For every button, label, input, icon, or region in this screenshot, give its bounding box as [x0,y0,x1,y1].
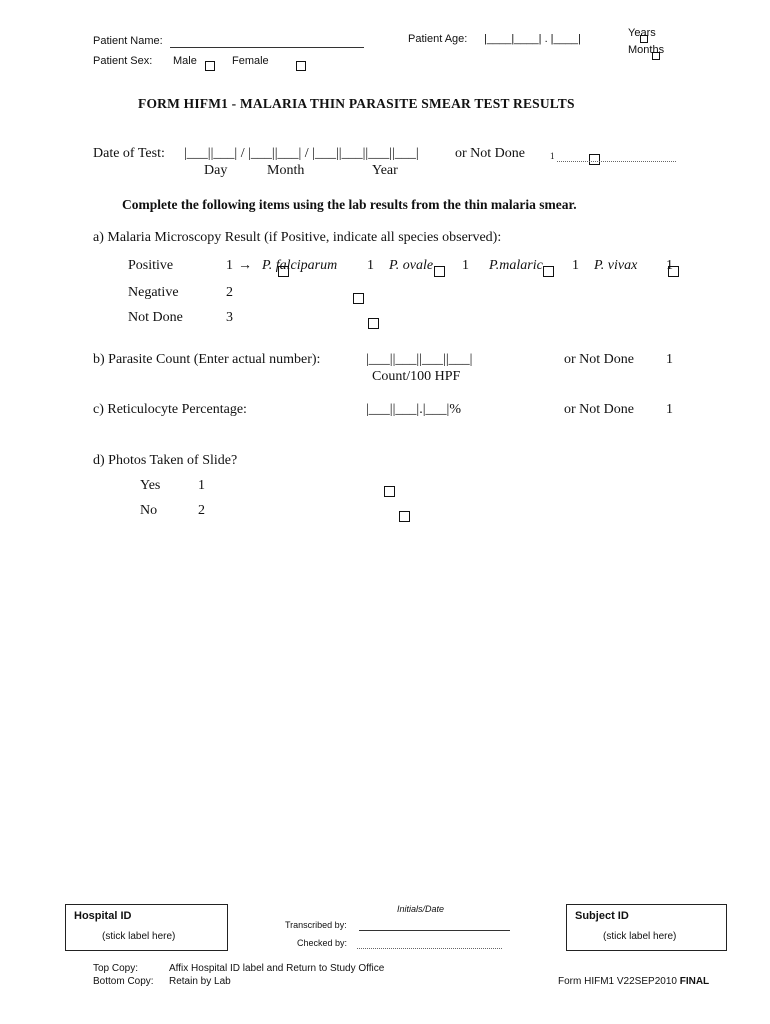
date-not-done-reason-field[interactable] [557,151,676,162]
section-d-question: d) Photos Taken of Slide? [93,453,238,468]
bottom-copy-text: Retain by Lab [169,976,231,987]
hospital-id-box[interactable] [65,904,228,951]
patient-age-field[interactable]: |____|____| . |____| [484,33,581,45]
arrow-icon: → [238,258,252,273]
initials-date-label: Initials/Date [397,904,445,914]
month-label: Month [267,163,305,178]
species-falciparum-label: P. falciparum [262,258,338,273]
section-c-question: c) Reticulocyte Percentage: [93,402,247,417]
reticulocyte-not-done-label: or Not Done [564,402,634,417]
date-of-test-label: Date of Test: [93,146,165,161]
parasite-count-not-done-label: or Not Done [564,352,634,367]
male-checkbox[interactable] [205,61,215,71]
patient-name-label: Patient Name: [93,35,163,47]
reticulocyte-not-done-code: 1 [666,402,673,417]
species-vivax-code: 1 [666,258,673,273]
year-label: Year [372,163,398,178]
form-version-text: Form HIFM1 V22SEP2010 [558,976,677,987]
photos-yes-code: 1 [198,478,205,493]
patient-name-field[interactable] [170,36,364,48]
reticulocyte-field[interactable]: |___||___|.|___|% [366,402,461,417]
not-done-code: 3 [226,310,233,325]
species-ovale-checkbox[interactable] [543,266,554,277]
date-not-done-code: 1 [550,151,555,161]
not-done-checkbox[interactable] [368,318,379,329]
date-of-test-field[interactable]: |___||___| / |___||___| / |___||___||___||___| [184,146,419,161]
form-version [558,976,709,987]
not-done-label: Not Done [128,310,183,325]
patient-age-label: Patient Age: [408,33,468,45]
photos-no-label: No [140,503,158,518]
checked-by-label: Checked by: [297,938,348,948]
negative-label: Negative [128,285,179,300]
positive-label: Positive [128,258,174,273]
species-ovale-label: P. ovale [389,258,434,273]
hospital-id-title: Hospital ID [74,910,132,922]
transcribed-by-field[interactable] [359,920,510,931]
transcribed-by-label: Transcribed by: [285,920,347,930]
section-a-question: a) Malaria Microscopy Result (if Positive, indicate all species observed): [93,230,502,245]
checked-by-field[interactable] [357,938,502,949]
top-copy-text: Affix Hospital ID label and Return to Study Office [169,963,385,974]
parasite-count-not-done-code: 1 [666,352,673,367]
years-label: Years [628,27,656,39]
instruction-text: Complete the following items using the lab results from the thin malaria smear. [122,197,577,212]
species-malaric-label: P.malaric [489,258,543,273]
hospital-id-hint: (stick label here) [102,931,176,942]
positive-code: 1 [226,258,233,273]
date-not-done-label: or Not Done [455,146,525,161]
male-label: Male [173,55,197,67]
parasite-count-field[interactable]: |___||___||___||___| [366,352,473,367]
subject-id-box[interactable] [566,904,727,951]
months-label: Months [628,44,665,56]
patient-sex-label: Patient Sex: [93,55,153,67]
section-b-question: b) Parasite Count (Enter actual number): [93,352,321,367]
subject-id-hint: (stick label here) [603,931,677,942]
day-label: Day [204,163,228,178]
female-checkbox[interactable] [296,61,306,71]
female-label: Female [232,55,269,67]
negative-checkbox[interactable] [353,293,364,304]
bottom-copy-label: Bottom Copy: [93,976,154,987]
form-status: FINAL [679,976,710,987]
photos-yes-checkbox[interactable] [384,486,395,497]
photos-yes-label: Yes [140,478,161,493]
photos-no-code: 2 [198,503,205,518]
species-falciparum-code: 1 [367,258,374,273]
parasite-count-unit: Count/100 HPF [372,369,461,384]
species-vivax-label: P. vivax [594,258,638,273]
subject-id-title: Subject ID [575,910,629,922]
photos-no-checkbox[interactable] [399,511,410,522]
species-ovale-code: 1 [462,258,469,273]
form-title: FORM HIFM1 - MALARIA THIN PARASITE SMEAR TEST RESULTS [138,96,575,111]
negative-code: 2 [226,285,233,300]
species-malaric-code: 1 [572,258,579,273]
top-copy-label: Top Copy: [93,963,139,974]
species-falciparum-checkbox[interactable] [434,266,445,277]
